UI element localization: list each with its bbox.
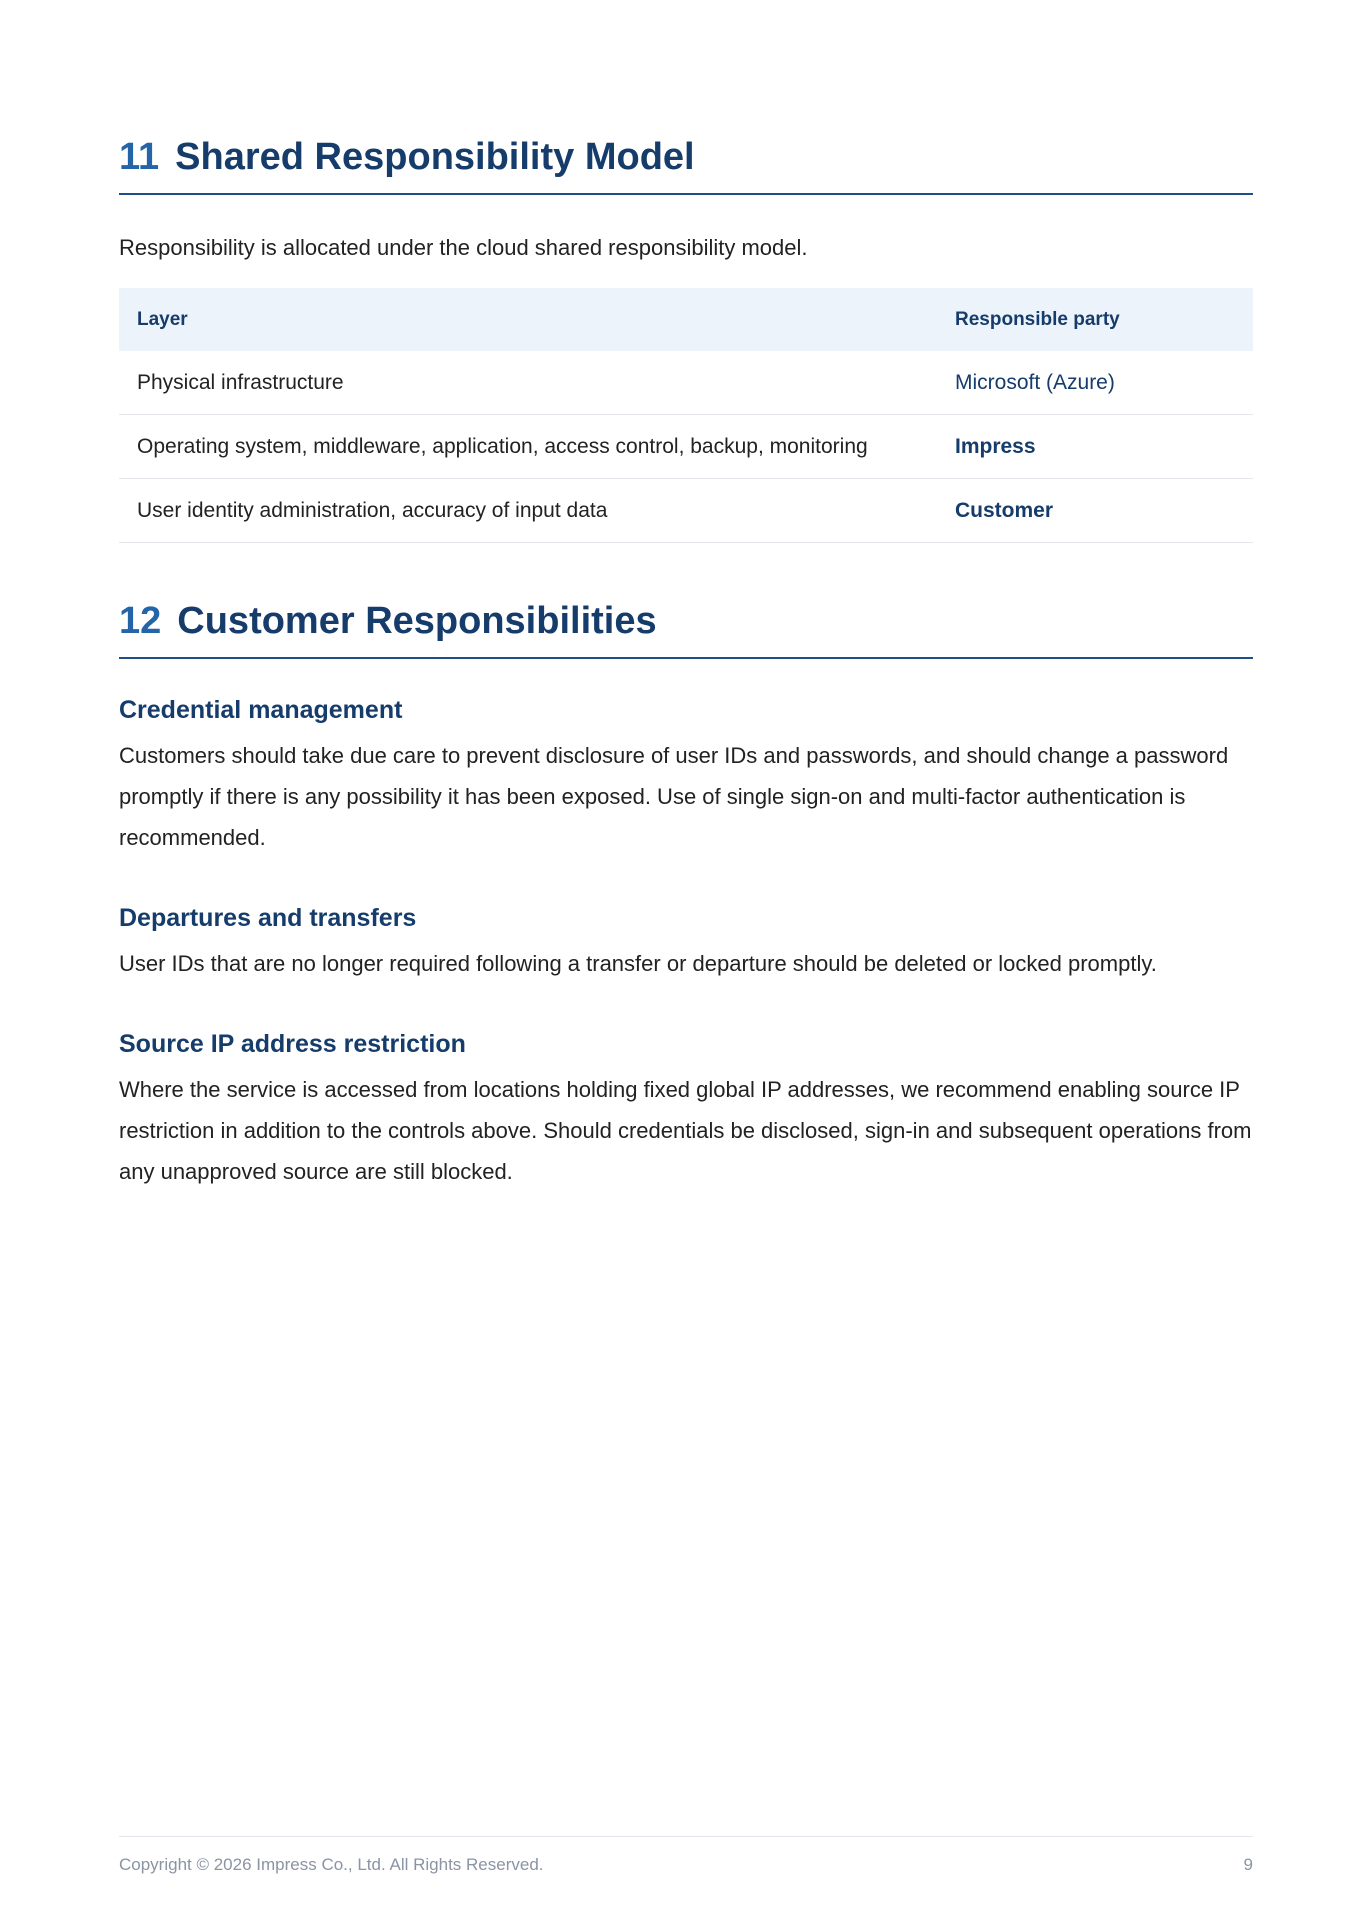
section-12-heading: [119, 600, 1253, 659]
subsection-heading: Credential management: [119, 696, 403, 724]
party-cell: Customer: [937, 479, 1253, 543]
responsibility-table: [119, 288, 1253, 543]
header-layer: Layer: [119, 288, 937, 351]
page-footer: [119, 1836, 1253, 1875]
layer-cell: Physical infrastructure: [119, 351, 937, 415]
section-11-intro: Responsibility is allocated under the cloud shared responsibility model.: [119, 235, 808, 260]
footer-copyright: Copyright © 2026 Impress Co., Ltd. All Rights Reserved.: [119, 1855, 544, 1874]
subsection-body: User IDs that are no longer required following a transfer or departure should be deleted or locked promptly.: [119, 951, 1157, 976]
table-header-row: [119, 288, 1253, 351]
layer-cell: Operating system, middleware, application, access control, backup, monitoring: [119, 415, 937, 479]
subsection-departures-transfers: [119, 904, 1253, 984]
party-cell: Impress: [937, 415, 1253, 479]
header-responsible-party: Responsible party: [937, 288, 1253, 351]
page-number: 9: [1243, 1855, 1253, 1874]
section-title: Shared Responsibility Model: [175, 136, 695, 178]
party-cell: Microsoft (Azure): [937, 351, 1253, 415]
layer-cell: User identity administration, accuracy of input data: [119, 479, 937, 543]
section-title: Customer Responsibilities: [177, 600, 657, 642]
subsection-credential-management: [119, 696, 1253, 858]
subsection-body: Customers should take due care to prevent disclosure of user IDs and passwords, and should change a password promptly if there is any possibility it has been exposed. Use of single sign-on and multi-factor authentication is recommended.: [119, 743, 1229, 850]
section-number: 11: [119, 136, 160, 178]
subsection-heading: Source IP address restriction: [119, 1030, 466, 1058]
table-row: [119, 415, 1253, 479]
table-row: [119, 479, 1253, 543]
section-number: 12: [119, 600, 162, 642]
subsection-body: Where the service is accessed from locations holding fixed global IP addresses, we recommend enabling source IP restriction in addition to the controls above. Should credentials be disclosed, sign-in and subsequent operations from any unapproved source are still blocked.: [119, 1077, 1252, 1184]
subsection-heading: Departures and transfers: [119, 904, 417, 932]
table-row: [119, 351, 1253, 415]
section-11-heading: [119, 136, 1253, 195]
subsection-source-ip-restriction: [119, 1030, 1253, 1192]
